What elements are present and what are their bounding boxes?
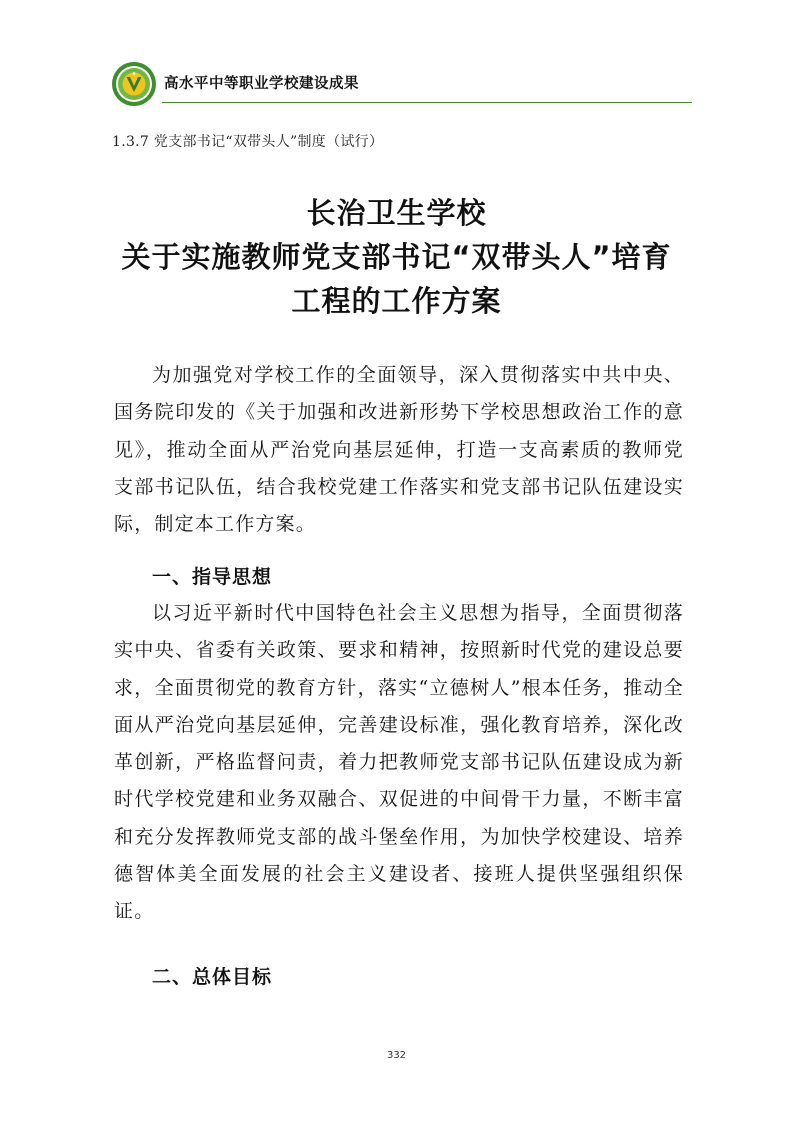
document-title-line-3: 工程的工作方案 bbox=[291, 284, 502, 318]
page-header bbox=[110, 58, 690, 110]
document-title-line-1: 长治卫生学校 bbox=[306, 196, 487, 230]
section-heading-guiding-ideology: 一、指导思想 bbox=[152, 566, 273, 588]
section-heading-overall-goals: 二、总体目标 bbox=[152, 966, 273, 988]
section-label: 1.3.7 党支部书记“双带头人”制度（试行） bbox=[112, 134, 384, 150]
guiding-ideology-paragraph: 以习近平新时代中国特色社会主义思想为指导，全面贯彻落实中央、省委有关政策、要求和精神，按照新时代党的建设总要求，全面贯彻党的教育方针，落实“立德树人”根本任务，推动全面从严治党向基层延伸，完善建设标准，强化教育培养，深化改革创新，严格监督问责，着力把教师党支部书记队伍建设成为新时代学校党建和业务双融合、双促进的中间骨干力量，不断丰富和充分发挥教师党支部的战斗堡垒作用，为加快学校建设、培养德智体美全面发展的社会主义建设者、接班人提供坚强组织保证。 bbox=[114, 602, 684, 923]
school-emblem-icon bbox=[110, 60, 158, 108]
intro-paragraph: 为加强党对学校工作的全面领导，深入贯彻落实中共中央、国务院印发的《关于加强和改进新形势下学校思想政治工作的意见》，推动全面从严治党向基层延伸，打造一支高素质的教师党支部书记队伍，结合我校党建工作落实和党支部书记队伍建设实际，制定本工作方案。 bbox=[114, 364, 684, 536]
header-title: 高水平中等职业学校建设成果 bbox=[164, 76, 359, 92]
document-title-line-2: 关于实施教师党支部书记“双带头人”培育 bbox=[121, 240, 672, 274]
header-divider bbox=[162, 102, 692, 103]
page-number: 332 bbox=[386, 1050, 407, 1061]
